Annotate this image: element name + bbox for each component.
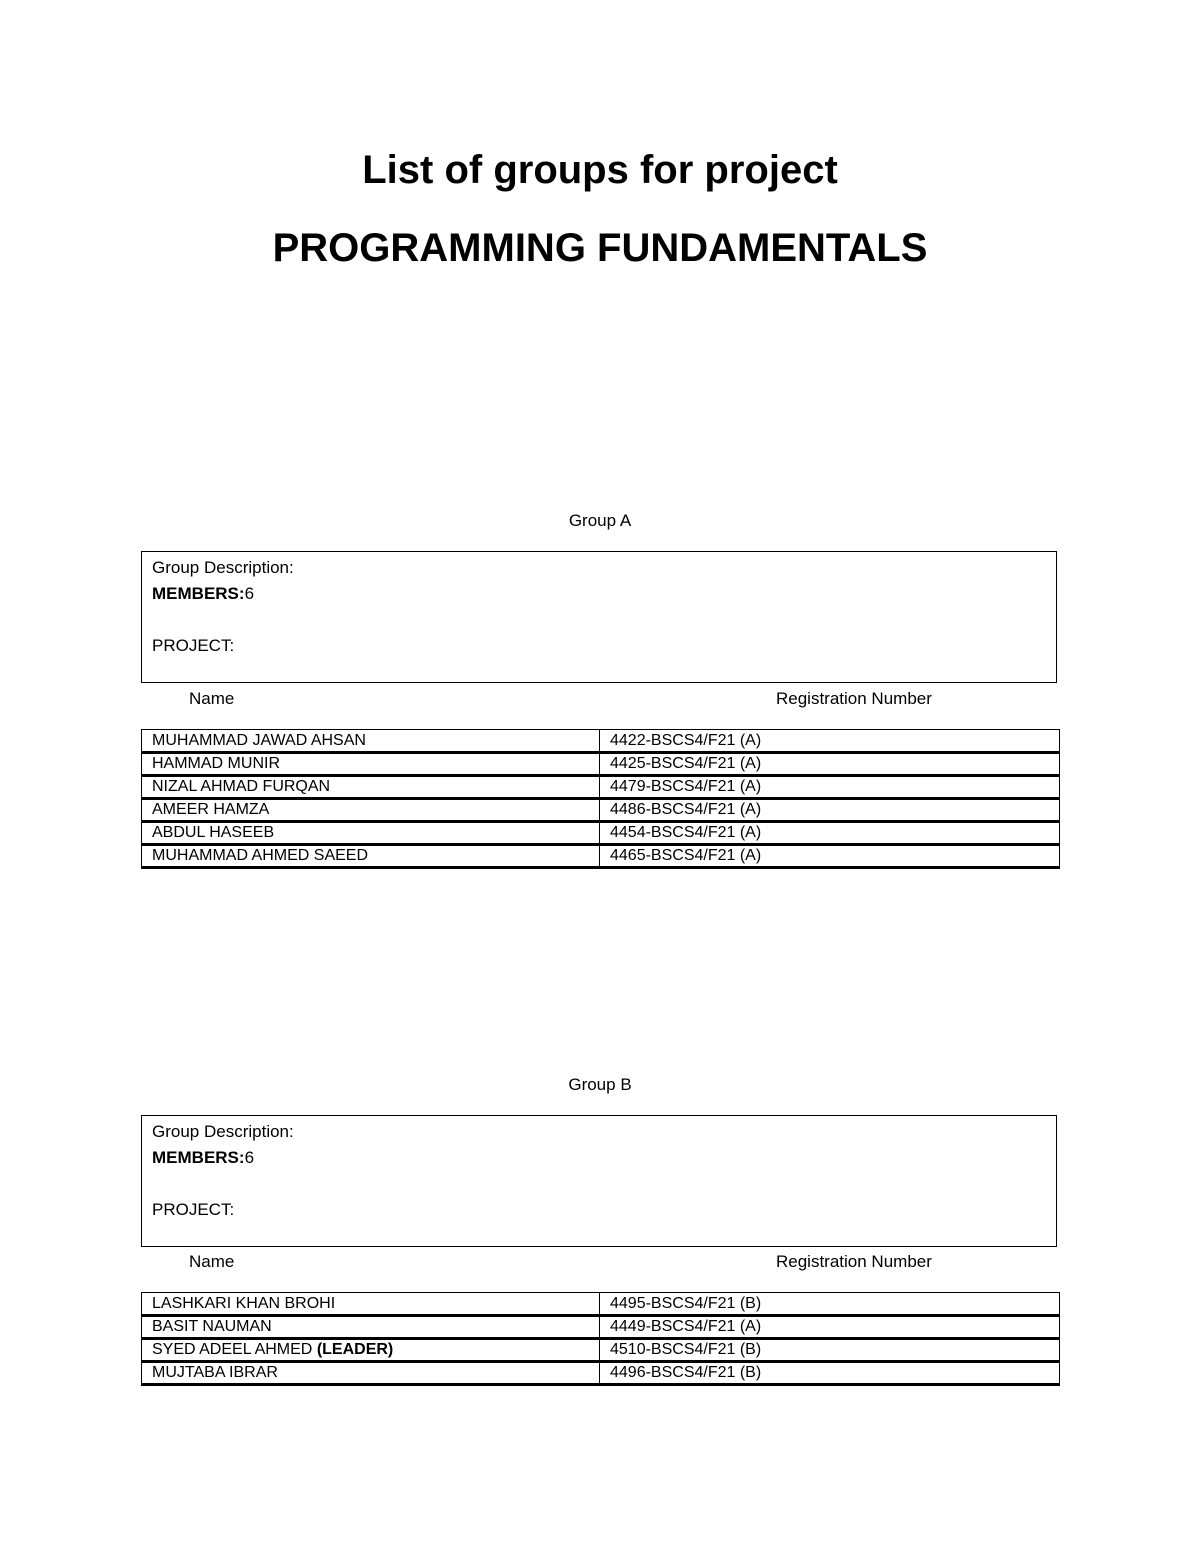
project-label: PROJECT: xyxy=(152,1200,235,1219)
registration-column-header: Registration Number xyxy=(776,689,932,708)
table-row xyxy=(142,1293,1060,1316)
members-line xyxy=(152,1145,1046,1171)
table-row xyxy=(142,845,1060,868)
member-name: HAMMAD MUNIR xyxy=(142,753,600,776)
registration-column-header: Registration Number xyxy=(776,1252,932,1271)
members-label: MEMBERS: xyxy=(152,584,245,603)
table-row xyxy=(142,822,1060,845)
member-name: NIZAL AHMAD FURQAN xyxy=(142,776,600,799)
member-name: AMEER HAMZA xyxy=(142,799,600,822)
members-label: MEMBERS: xyxy=(152,1148,245,1167)
group-a-description-box xyxy=(141,551,1057,683)
member-name: MUHAMMAD AHMED SAEED xyxy=(142,845,600,868)
table-row xyxy=(142,1362,1060,1385)
table-row xyxy=(142,753,1060,776)
group-b-label: Group B xyxy=(568,1075,632,1094)
group-a-members-table xyxy=(141,729,1060,869)
member-registration: 4510-BSCS4/F21 (B) xyxy=(600,1339,1060,1362)
member-registration: 4422-BSCS4/F21 (A) xyxy=(600,730,1060,753)
group-description-label: Group Description: xyxy=(152,1122,294,1141)
document-title: List of groups for project xyxy=(362,148,838,192)
member-registration: 4449-BSCS4/F21 (A) xyxy=(600,1316,1060,1339)
group-b-members-table xyxy=(141,1292,1060,1386)
member-registration: 4496-BSCS4/F21 (B) xyxy=(600,1362,1060,1385)
members-count: 6 xyxy=(244,1148,255,1167)
member-registration: 4486-BSCS4/F21 (A) xyxy=(600,799,1060,822)
member-name: SYED ADEEL AHMED xyxy=(152,1341,313,1358)
group-a-label: Group A xyxy=(568,511,632,530)
project-label: PROJECT: xyxy=(152,636,235,655)
member-name: MUHAMMAD JAWAD AHSAN xyxy=(142,730,600,753)
member-name: ABDUL HASEEB xyxy=(142,822,600,845)
table-row xyxy=(142,776,1060,799)
name-column-header: Name xyxy=(189,689,235,708)
name-column-header: Name xyxy=(189,1252,235,1271)
members-line xyxy=(152,581,1046,607)
member-name: BASIT NAUMAN xyxy=(142,1316,600,1339)
table-row xyxy=(142,1339,1060,1362)
group-b-description-box xyxy=(141,1115,1057,1247)
leader-tag: (LEADER) xyxy=(316,1341,394,1358)
table-row xyxy=(142,730,1060,753)
group-description-label: Group Description: xyxy=(152,558,294,577)
document-subtitle: PROGRAMMING FUNDAMENTALS xyxy=(272,226,928,270)
member-registration: 4425-BSCS4/F21 (A) xyxy=(600,753,1060,776)
member-name: MUJTABA IBRAR xyxy=(142,1362,600,1385)
member-name-cell xyxy=(142,1339,600,1362)
member-registration: 4495-BSCS4/F21 (B) xyxy=(600,1293,1060,1316)
member-registration: 4479-BSCS4/F21 (A) xyxy=(600,776,1060,799)
member-name: LASHKARI KHAN BROHI xyxy=(142,1293,600,1316)
member-registration: 4454-BSCS4/F21 (A) xyxy=(600,822,1060,845)
members-count: 6 xyxy=(244,584,255,603)
table-row xyxy=(142,799,1060,822)
table-row xyxy=(142,1316,1060,1339)
member-registration: 4465-BSCS4/F21 (A) xyxy=(600,845,1060,868)
